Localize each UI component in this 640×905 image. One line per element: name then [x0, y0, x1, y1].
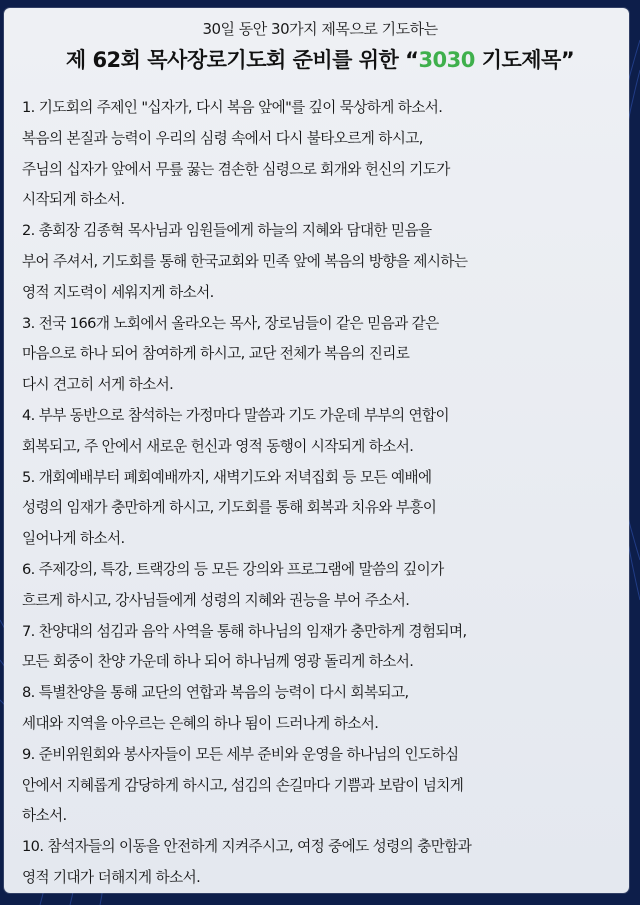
- title-highlight: 3030: [418, 48, 475, 72]
- page-title: [0, 44, 640, 74]
- item-line: 세대와 지역을 아우르는 은혜의 하나 됨이 드러나게 하소서.: [22, 714, 379, 732]
- prayer-item-8: [22, 678, 622, 740]
- item-line: 다시 견고히 서게 하소서.: [22, 376, 174, 394]
- item-line: 10. 참석자들의 이동을 안전하게 지켜주시고, 여정 중에도 성령의 충만함과: [22, 838, 472, 856]
- prayer-item-4: [22, 401, 622, 463]
- item-line: 성령의 임재가 충만하게 하시고, 기도회를 통해 회복과 치유와 부흥이: [22, 499, 437, 517]
- item-line: 영적 기대가 더해지게 하소서.: [22, 868, 201, 886]
- prayer-list: [22, 93, 622, 894]
- item-line: 모든 회중이 찬양 가운데 하나 되어 하나님께 영광 돌리게 하소서.: [22, 653, 414, 671]
- item-line: 일어나게 하소서.: [22, 530, 125, 548]
- item-line: 7. 찬양대의 섬김과 음악 사역을 통해 하나님의 임재가 충만하게 경험되며,: [22, 622, 467, 640]
- title-suffix: 기도제목”: [474, 48, 575, 72]
- prayer-item-7: [22, 617, 622, 679]
- item-line: 부어 주셔서, 기도회를 통해 한국교회와 민족 앞에 복음의 방향을 제시하는: [22, 252, 468, 270]
- item-line: 복음의 본질과 능력이 우리의 심령 속에서 다시 불타오르게 하시고,: [22, 129, 423, 147]
- item-line: 1. 기도회의 주제인 "십자가, 다시 복음 앞에"를 깊이 묵상하게 하소서.: [22, 99, 443, 116]
- prayer-item-10: [22, 832, 622, 894]
- item-line: 8. 특별찬양을 통해 교단의 연합과 복음의 능력이 다시 회복되고,: [22, 684, 409, 702]
- item-line: 3. 전국 166개 노회에서 올라오는 목사, 장로님들이 같은 믿음과 같은: [22, 314, 439, 332]
- prayer-item-5: [22, 463, 622, 555]
- prayer-item-6: [22, 555, 622, 617]
- item-line: 회복되고, 주 안에서 새로운 헌신과 영적 동행이 시작되게 하소서.: [22, 437, 414, 455]
- item-line: 5. 개회예배부터 폐회예배까지, 새벽기도와 저녁집회 등 모든 예배에: [22, 468, 432, 486]
- title-prefix: 제 62회 목사장로기도회 준비를 위한 “: [65, 48, 419, 72]
- item-line: 마음으로 하나 되어 참여하게 하시고, 교단 전체가 복음의 진리로: [22, 345, 410, 363]
- item-line: 9. 준비위원회와 봉사자들이 모든 세부 준비와 운영을 하나님의 인도하심: [22, 745, 459, 763]
- item-line: 안에서 지혜롭게 감당하게 하시고, 섬김의 손길마다 기쁨과 보람이 넘치게: [22, 776, 464, 794]
- prayer-item-1: [22, 93, 622, 216]
- item-line: 2. 총회장 김종혁 목사님과 임원들에게 하늘의 지혜와 담대한 믿음을: [22, 222, 432, 240]
- item-line: 주님의 십자가 앞에서 무릎 꿇는 겸손한 심령으로 회개와 헌신의 기도가: [22, 160, 450, 178]
- item-line: 영적 지도력이 세워지게 하소서.: [22, 283, 214, 301]
- item-line: 흐르게 하시고, 강사님들에게 성령의 지혜와 권능을 부어 주소서.: [22, 591, 410, 609]
- item-line: 4. 부부 동반으로 참석하는 가정마다 말씀과 기도 가운데 부부의 연합이: [22, 406, 450, 424]
- prayer-item-2: [22, 216, 622, 308]
- prayer-item-9: [22, 740, 622, 832]
- item-line: 6. 주제강의, 특강, 트랙강의 등 모든 강의와 프로그램에 말씀의 깊이가: [22, 560, 444, 578]
- item-line: 시작되게 하소서.: [22, 191, 125, 209]
- prayer-item-3: [22, 309, 622, 401]
- item-line: 하소서.: [22, 807, 67, 825]
- subtitle: 30일 동안 30가지 제목으로 기도하는: [202, 20, 438, 38]
